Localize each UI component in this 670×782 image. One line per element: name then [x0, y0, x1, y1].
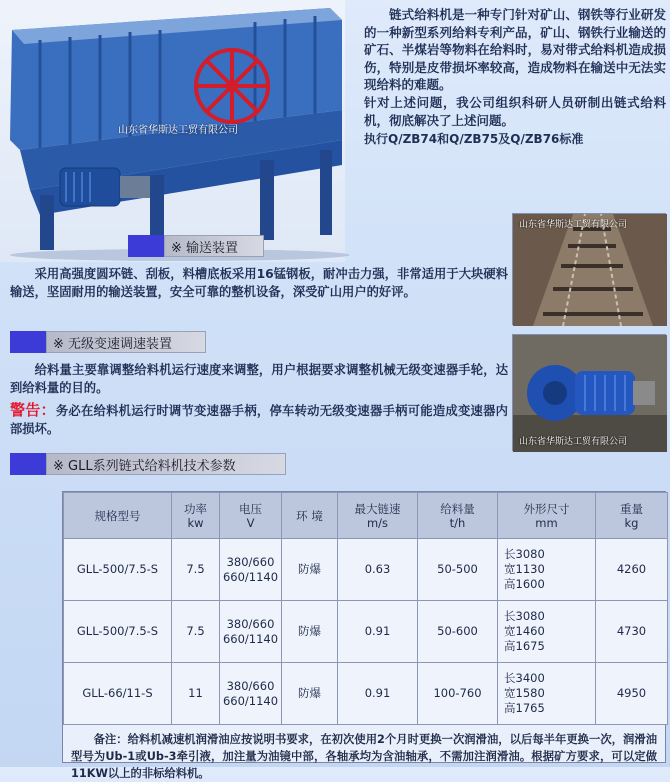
section-title-params: ※ GLL系列链式给料机技术参数 — [46, 453, 286, 475]
cell-speed: 0.63 — [338, 539, 418, 601]
cell-speed: 0.91 — [338, 663, 418, 725]
warning-text: 务必在给料机运行时调节变速器手柄，停车转动无级变速器手柄可能造成变速器内部损坏。 — [10, 404, 508, 436]
reducer-photo-caption: 山东省华斯达工贸有限公司 — [519, 437, 628, 447]
header-weight: 重量 kg — [596, 493, 668, 539]
cell-weight: 4260 — [596, 539, 668, 601]
section-header-speed — [10, 331, 206, 353]
reducer-photo — [512, 334, 666, 451]
header-power: 功率 kw — [172, 493, 220, 539]
intro-text — [364, 6, 666, 149]
section-title-speed: ※ 无级变速调速装置 — [46, 331, 206, 353]
intro-paragraph-1: 链式给料机是一种专门针对矿山、钢铁等行业研发的一种新型系列给料专利产品，矿山、钢铁行业输送的矿石、半煤岩等物料在给料时，易对带式给料机造成损伤，特别是皮带损坏率较高，造成物料在输送中无法实现给料的难题。 — [364, 7, 666, 93]
warning-label: 警告： — [10, 401, 56, 419]
table-row — [64, 663, 668, 725]
spec-table-panel — [62, 491, 666, 780]
header-voltage: 电压 V — [220, 493, 282, 539]
cell-dimensions: 长3400 宽1580 高1765 — [498, 663, 596, 725]
cell-power: 11 — [172, 663, 220, 725]
spec-table — [63, 492, 668, 725]
cell-dimensions: 长3080 宽1460 高1675 — [498, 601, 596, 663]
cell-environment: 防爆 — [282, 601, 338, 663]
table-row — [64, 601, 668, 663]
cell-dimensions: 长3080 宽1130 高1600 — [498, 539, 596, 601]
note-text: 备注：给料机减速机润滑油应按说明书要求，在初次使用2个月时更换一次润滑油，以后每半年更换一次，润滑油型号为Ub-1或Ub-3牵引液，加注量为油镜中部，各轴承均为含油轴承，不需加注润滑油。根据矿方要求，可以定做11KW以上的非标给料机。 — [71, 733, 657, 780]
cell-model: GLL-500/7.5-S — [64, 601, 172, 663]
conveyor-description: 采用高强度圆环链、刮板，料槽底板采用16锰钢板，耐冲击力强，非常适用于大块硬料输送，坚固耐用的输送装置，安全可靠的整机设备，深受矿山用户的好评。 — [10, 267, 508, 299]
section-header-params — [10, 453, 286, 475]
cell-model: GLL-66/11-S — [64, 663, 172, 725]
table-header-row — [64, 493, 668, 539]
cell-voltage: 380/660 660/1140 — [220, 601, 282, 663]
header-model: 规格型号 — [64, 493, 172, 539]
table-note — [63, 725, 665, 782]
cell-voltage: 380/660 660/1140 — [220, 539, 282, 601]
cell-speed: 0.91 — [338, 601, 418, 663]
chain-photo-caption: 山东省华斯达工贸有限公司 — [519, 220, 628, 230]
cell-environment: 防爆 — [282, 663, 338, 725]
header-environment: 环 境 — [282, 493, 338, 539]
cell-power: 7.5 — [172, 539, 220, 601]
cell-model: GLL-500/7.5-S — [64, 539, 172, 601]
section-marker-square — [10, 331, 46, 353]
chain-scraper-illustration — [513, 214, 667, 326]
speed-description: 给料量主要靠调整给料机运行速度来调整，用户根据要求调整机械无级变速器手轮，达到给料量的目的。 — [10, 363, 508, 395]
section-title-conveyor: ※ 输送装置 — [164, 235, 264, 257]
cell-environment: 防爆 — [282, 539, 338, 601]
chain-conveyor-photo — [512, 213, 666, 325]
section-marker-square — [128, 235, 164, 257]
section-header-conveyor — [128, 235, 264, 257]
warning-block — [10, 402, 508, 438]
cell-capacity: 50-600 — [418, 601, 498, 663]
hero-company-caption: 山东省华斯达工贸有限公司 — [118, 125, 238, 136]
cell-voltage: 380/660 660/1140 — [220, 663, 282, 725]
header-capacity: 给料量 t/h — [418, 493, 498, 539]
hero-machine-photo — [0, 0, 345, 262]
header-dimensions: 外形尺寸 mm — [498, 493, 596, 539]
cell-power: 7.5 — [172, 601, 220, 663]
cell-capacity: 50-500 — [418, 539, 498, 601]
header-chain-speed: 最大链速 m/s — [338, 493, 418, 539]
table-row — [64, 539, 668, 601]
section-marker-square — [10, 453, 46, 475]
cell-weight: 4730 — [596, 601, 668, 663]
intro-paragraph-2: 针对上述问题，我公司组织科研人员研制出链式给料机，彻底解决了上述问题。 — [364, 94, 666, 128]
cell-capacity: 100-760 — [418, 663, 498, 725]
cell-weight: 4950 — [596, 663, 668, 725]
intro-standard: 执行Q/ZB74和Q/ZB75及Q/ZB76标准 — [364, 132, 584, 147]
